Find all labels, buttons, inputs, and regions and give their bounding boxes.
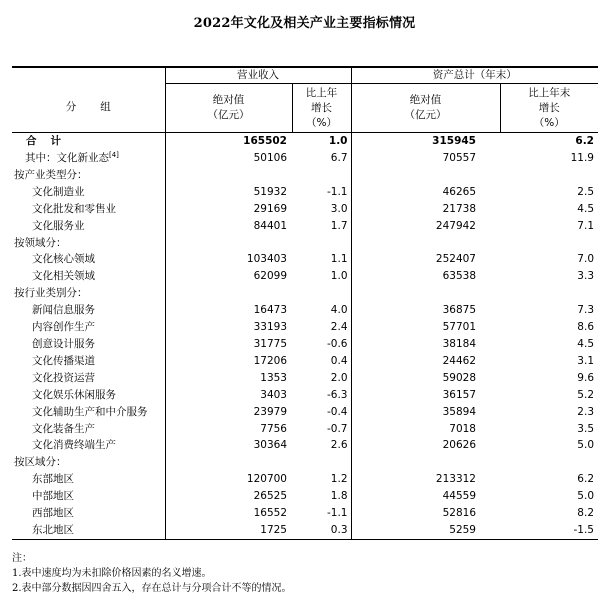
growth-unit: （%） <box>306 116 337 129</box>
revenue-growth: 2.6 <box>330 439 348 452</box>
assets-value: 46265 <box>351 184 500 201</box>
table-row <box>12 437 598 454</box>
assets-value: 36157 <box>351 387 500 404</box>
assets-growth: 3.3 <box>577 270 594 283</box>
row-label-text: 文化服务业 <box>32 219 85 232</box>
indicator-table <box>12 66 598 540</box>
table-title: 2022年文化及相关产业主要指标情况 <box>193 16 416 31</box>
row-label <box>12 218 165 235</box>
row-label-text: 按领域分： <box>14 236 67 249</box>
revenue-growth: 1.0 <box>292 133 351 151</box>
assets-growth <box>500 235 598 252</box>
assets-growth: 7.1 <box>577 219 594 232</box>
revenue-growth: 1.1 <box>330 253 348 266</box>
assets-growth <box>500 454 598 471</box>
row-label-text: 按产业类型分： <box>14 168 88 181</box>
assets-value: 20626 <box>351 437 500 454</box>
revenue-value: 103403 <box>165 251 292 268</box>
abs-label: 绝对值 <box>212 94 245 106</box>
row-label <box>12 268 165 285</box>
row-label <box>12 336 165 353</box>
row-label-text: 西部地区 <box>32 507 74 520</box>
assets-growth: 6.2 <box>500 133 598 151</box>
row-label <box>12 387 165 404</box>
revenue-growth <box>292 285 351 302</box>
row-label <box>12 167 165 184</box>
revenue-group-header: 营业收入 <box>165 67 351 84</box>
assets-growth: 5.2 <box>577 388 594 401</box>
table-row <box>12 133 598 151</box>
table-row <box>12 201 598 218</box>
growth-label-line2: 增长 <box>311 101 332 114</box>
row-label-text: 内容创作生产 <box>32 321 95 334</box>
revenue-value: 1725 <box>165 522 292 539</box>
assets-growth: 3.5 <box>577 422 594 435</box>
revenue-growth <box>292 167 351 184</box>
row-label-text: 文化投资运营 <box>32 371 95 384</box>
table-row <box>12 488 598 505</box>
assets-growth: 9.6 <box>577 371 594 384</box>
assets-growth: 7.0 <box>577 253 594 266</box>
revenue-value: 1353 <box>165 370 292 387</box>
table-row <box>12 387 598 404</box>
assets-value: 7018 <box>351 421 500 438</box>
assets-growth <box>500 285 598 302</box>
table-row <box>12 471 598 488</box>
row-label-text: 创意设计服务 <box>32 337 95 350</box>
assets-abs-header <box>351 84 500 133</box>
revenue-value <box>165 235 292 252</box>
assets-growth: 5.0 <box>577 490 594 503</box>
table-row <box>12 268 598 285</box>
revenue-growth: 3.0 <box>330 202 348 215</box>
row-label <box>12 522 165 539</box>
table-row <box>12 370 598 387</box>
revenue-value: 84401 <box>165 218 292 235</box>
row-label-text: 东北地区 <box>32 523 74 536</box>
row-label-text: 文化传播渠道 <box>32 354 95 367</box>
assets-value: 5259 <box>351 522 500 539</box>
revenue-growth: -1.1 <box>327 185 348 198</box>
row-label <box>12 201 165 218</box>
table-row <box>12 454 598 471</box>
revenue-value: 17206 <box>165 353 292 370</box>
assets-value: 63538 <box>351 268 500 285</box>
table-row <box>12 184 598 201</box>
revenue-growth: 6.7 <box>330 152 348 164</box>
revenue-value: 23979 <box>165 404 292 421</box>
group-column-header <box>12 84 165 133</box>
assets-growth: 2.5 <box>577 185 594 198</box>
row-label-text: 文化装备生产 <box>32 422 95 435</box>
assets-value <box>351 235 500 252</box>
footnote-ref: [4] <box>109 151 119 159</box>
revenue-value <box>165 167 292 184</box>
row-label <box>12 285 165 302</box>
row-label-text: 按区域分： <box>14 456 67 469</box>
assets-growth: 11.9 <box>570 152 594 164</box>
table-row <box>12 404 598 421</box>
table-row <box>12 319 598 336</box>
revenue-growth <box>292 454 351 471</box>
table-row <box>12 522 598 539</box>
assets-growth: 2.3 <box>577 405 594 418</box>
revenue-growth: 0.3 <box>292 522 351 539</box>
row-label <box>12 302 165 319</box>
assets-value: 44559 <box>351 488 500 505</box>
revenue-growth: -0.4 <box>327 405 348 418</box>
assets-growth: 3.1 <box>577 354 594 367</box>
assets-growth <box>500 167 598 184</box>
revenue-growth: 4.0 <box>330 304 348 317</box>
revenue-growth: 1.7 <box>330 219 348 232</box>
table-row <box>12 421 598 438</box>
assets-value: 52816 <box>351 505 500 522</box>
row-label-text: 文化核心领域 <box>32 253 95 266</box>
row-label <box>12 235 165 252</box>
assets-growth: -1.5 <box>500 522 598 539</box>
revenue-growth: -0.6 <box>327 337 348 350</box>
assets-growth: 8.2 <box>577 507 594 520</box>
assets-value: 70557 <box>351 150 500 167</box>
revenue-value: 50106 <box>165 150 292 167</box>
row-label-text: 文化娱乐休闲服务 <box>32 388 116 401</box>
table-row <box>12 235 598 252</box>
revenue-growth: 1.2 <box>330 473 348 486</box>
row-label-text: 文化批发和零售业 <box>32 202 116 215</box>
row-label-text: 其中：文化新业态 <box>25 152 109 164</box>
assets-value: 247942 <box>351 218 500 235</box>
assets-value: 252407 <box>351 251 500 268</box>
row-label <box>12 370 165 387</box>
note-2: 2.表中部分数据因四舍五入，存在总计与分项合计不等的情况。 <box>12 583 292 594</box>
notes-heading: 注： <box>12 553 32 564</box>
row-label-text: 文化制造业 <box>32 185 85 198</box>
table-row <box>12 302 598 319</box>
revenue-growth: 1.0 <box>330 270 348 283</box>
revenue-value: 16552 <box>165 505 292 522</box>
revenue-value: 120700 <box>165 471 292 488</box>
revenue-value: 7756 <box>165 421 292 438</box>
assets-value: 38184 <box>351 336 500 353</box>
row-label-text: 按行业类别分： <box>14 287 88 300</box>
revenue-value: 29169 <box>165 201 292 218</box>
revenue-growth: 2.0 <box>330 371 348 384</box>
assets-value: 35894 <box>351 404 500 421</box>
assets-value <box>351 454 500 471</box>
table-row <box>12 353 598 370</box>
revenue-value: 33193 <box>165 319 292 336</box>
assets-value: 57701 <box>351 319 500 336</box>
row-label-text: 合计 <box>26 135 75 148</box>
assets-growth: 6.2 <box>577 473 594 486</box>
revenue-growth: 1.8 <box>330 490 348 503</box>
assets-growth: 8.6 <box>577 321 594 334</box>
row-label-text: 文化相关领域 <box>32 270 95 283</box>
table-row <box>12 505 598 522</box>
revenue-value: 62099 <box>165 268 292 285</box>
assets-value: 59028 <box>351 370 500 387</box>
group-column-label: 分组 <box>65 101 135 114</box>
assets-value: 213312 <box>351 471 500 488</box>
row-label <box>12 421 165 438</box>
revenue-growth: 0.4 <box>330 354 348 367</box>
revenue-value: 51932 <box>165 184 292 201</box>
row-label <box>12 251 165 268</box>
row-label-text: 新闻信息服务 <box>32 304 95 317</box>
assets-group-header: 资产总计（年末） <box>351 67 598 84</box>
revenue-growth: -1.1 <box>327 507 348 520</box>
row-label-text: 文化消费终端生产 <box>32 439 116 452</box>
growth-end-unit: （%） <box>533 116 565 129</box>
revenue-value: 26525 <box>165 488 292 505</box>
row-label <box>12 505 165 522</box>
row-label-text: 文化辅助生产和中介服务 <box>32 405 148 418</box>
revenue-growth: 2.4 <box>330 321 348 334</box>
revenue-growth-header <box>292 84 351 133</box>
revenue-growth: -6.3 <box>327 388 348 401</box>
assets-growth-header <box>500 84 598 133</box>
assets-value: 36875 <box>351 302 500 319</box>
table-row <box>12 167 598 184</box>
assets-value <box>351 285 500 302</box>
assets-growth: 4.5 <box>577 202 594 215</box>
row-label-text: 中部地区 <box>32 490 74 503</box>
table-row <box>12 251 598 268</box>
row-label <box>12 404 165 421</box>
row-label <box>12 319 165 336</box>
assets-growth: 4.5 <box>577 337 594 350</box>
growth-end-label-line2: 增长 <box>538 101 560 114</box>
table-body <box>12 133 598 540</box>
row-label <box>12 454 165 471</box>
table-row <box>12 218 598 235</box>
assets-growth: 5.0 <box>577 439 594 452</box>
revenue-value: 3403 <box>165 387 292 404</box>
table-row <box>12 150 598 167</box>
unit-label: （亿元） <box>404 109 447 121</box>
row-label <box>12 184 165 201</box>
revenue-abs-header <box>165 84 292 133</box>
notes <box>12 551 598 596</box>
revenue-value: 30364 <box>165 437 292 454</box>
row-label <box>12 150 165 167</box>
growth-end-label-line1: 比上年末 <box>528 86 571 99</box>
assets-value: 315945 <box>351 133 500 151</box>
revenue-value: 165502 <box>165 133 292 151</box>
revenue-growth <box>292 235 351 252</box>
group-header-cell <box>12 67 165 84</box>
row-label <box>12 488 165 505</box>
table-row <box>12 336 598 353</box>
assets-growth: 7.3 <box>577 304 594 317</box>
revenue-value <box>165 285 292 302</box>
growth-label-line1: 比上年 <box>305 86 338 99</box>
unit-label: （亿元） <box>207 109 250 121</box>
revenue-growth: -0.7 <box>327 422 348 435</box>
row-label-text: 东部地区 <box>32 473 74 486</box>
assets-value: 24462 <box>351 353 500 370</box>
note-1: 1.表中速度均为未扣除价格因素的名义增速。 <box>12 568 212 579</box>
revenue-value: 31775 <box>165 336 292 353</box>
assets-value <box>351 167 500 184</box>
abs-label: 绝对值 <box>409 94 442 106</box>
row-label <box>12 437 165 454</box>
row-label <box>12 353 165 370</box>
assets-value: 21738 <box>351 201 500 218</box>
row-label <box>12 471 165 488</box>
revenue-value: 16473 <box>165 302 292 319</box>
row-label <box>12 133 165 151</box>
table-row <box>12 285 598 302</box>
revenue-value <box>165 454 292 471</box>
